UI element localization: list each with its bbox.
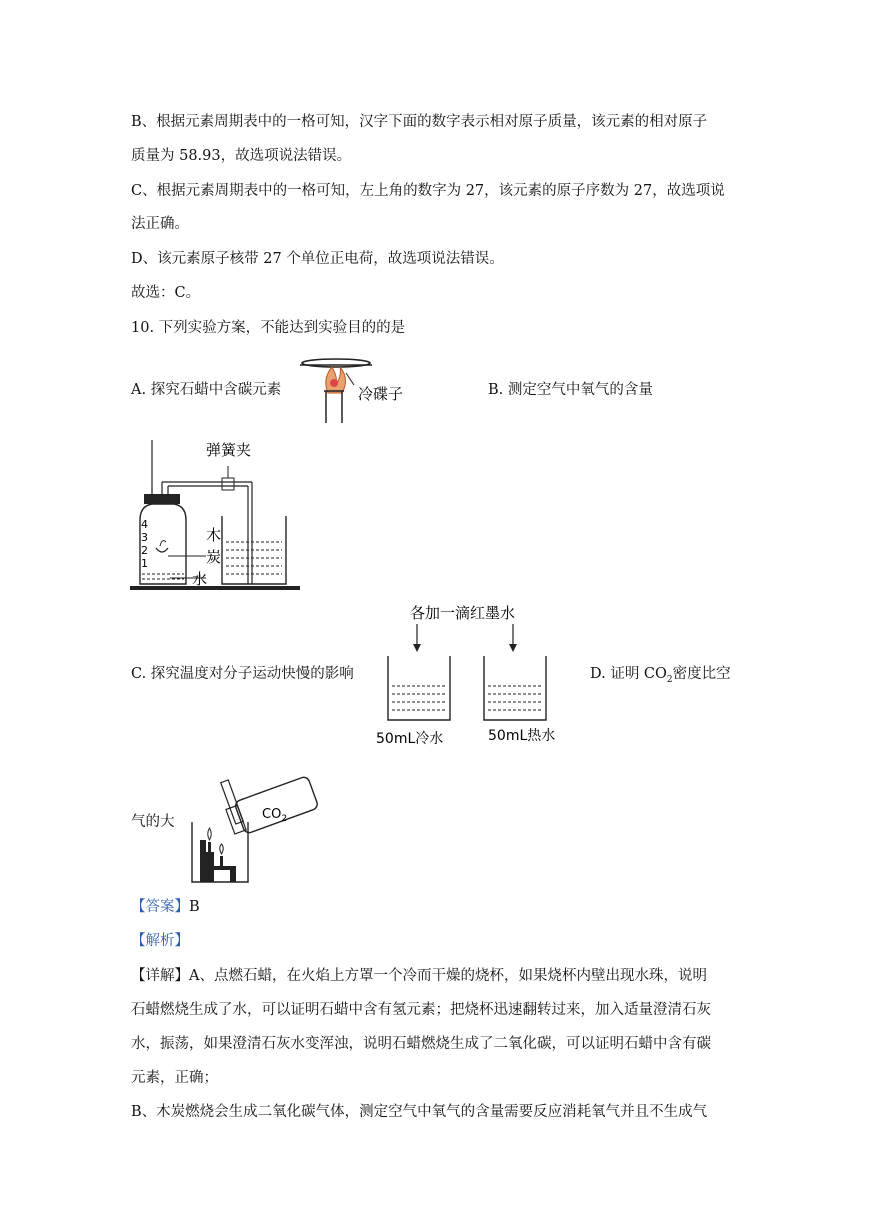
figure-c-hot-label: 50mL热水 xyxy=(488,728,556,744)
figure-b-mark: 2 xyxy=(141,544,148,557)
figure-a-cold-dish xyxy=(296,355,406,425)
figure-b-mark: 1 xyxy=(141,557,148,570)
figure-c-top-label: 各加一滴红墨水 xyxy=(410,604,516,622)
option-a: A. 探究石蜡中含碳元素 xyxy=(131,382,282,398)
figure-c-diffusion xyxy=(372,600,572,750)
option-d-text: D. 证明 CO xyxy=(590,666,667,682)
answer-line: 故选：C。 xyxy=(131,285,201,301)
detail-line: 元素，正确； xyxy=(131,1070,218,1086)
option-d xyxy=(590,664,731,690)
figure-b-label-tan: 炭 xyxy=(206,548,222,566)
paragraph-line: 法正确。 xyxy=(131,216,189,232)
figure-b-clip-label: 弹簧夹 xyxy=(206,441,252,459)
detail-line: 水，振荡，如果澄清石灰水变浑浊，说明石蜡燃烧生成了二氧化碳，可以证明石蜡中含有碳 xyxy=(131,1036,711,1052)
detail-line xyxy=(131,966,707,986)
answer-label: 【答案】 xyxy=(131,899,189,915)
question-stem: 10. 下列实验方案，不能达到实验目的的是 xyxy=(131,320,406,336)
figure-b-mark: 3 xyxy=(141,531,148,544)
detail-text: A、点燃石蜡，在火焰上方罩一个冷而干燥的烧杯，如果烧杯内壁出现水珠，说明 xyxy=(189,968,707,984)
detail-label: 【详解】 xyxy=(131,968,189,984)
figure-d-co2-label: $CO_2$ xyxy=(262,807,288,824)
option-d-subscript: 2 xyxy=(666,674,673,685)
figure-c-cold-label: 50mL冷水 xyxy=(376,731,444,747)
figure-b-label-shui: 水 xyxy=(192,570,208,588)
answer-value: B xyxy=(189,899,200,915)
figure-b-label-mu: 木 xyxy=(206,526,222,544)
option-b: B. 测定空气中氧气的含量 xyxy=(488,382,653,398)
figure-b-oxygen-apparatus xyxy=(130,438,400,594)
detail-line: 石蜡燃烧生成了水，可以证明石蜡中含有氢元素；把烧杯迅速翻转过来，加入适量澄清石灰 xyxy=(131,1002,711,1018)
paragraph-line: B、根据元素周期表中的一格可知，汉字下面的数字表示相对原子质量，该元素的相对原子 xyxy=(131,114,708,130)
paragraph-line: C、根据元素周期表中的一格可知，左上角的数字为 27，该元素的原子序数为 27，故选项说 xyxy=(131,183,725,199)
option-c: C. 探究温度对分子运动快慢的影响 xyxy=(131,666,354,682)
figure-a-label: 冷碟子 xyxy=(358,385,404,403)
figure-d-co2-candles xyxy=(190,772,330,884)
option-d-text-end: 密度比空 xyxy=(672,666,731,682)
paragraph-line: D、该元素原子核带 27 个单位正电荷，故选项说法错误。 xyxy=(131,251,504,267)
figure-b-mark: 4 xyxy=(141,518,148,531)
detail-line: B、木炭燃烧会生成二氧化碳气体，测定空气中氧气的含量需要反应消耗氧气并且不生成气 xyxy=(131,1104,708,1120)
answer-line xyxy=(131,897,200,917)
analysis-label: 【解析】 xyxy=(131,933,189,949)
paragraph-line: 质量为 58.93，故选项说法错误。 xyxy=(131,148,352,164)
option-d-continuation: 气的大 xyxy=(131,814,175,830)
